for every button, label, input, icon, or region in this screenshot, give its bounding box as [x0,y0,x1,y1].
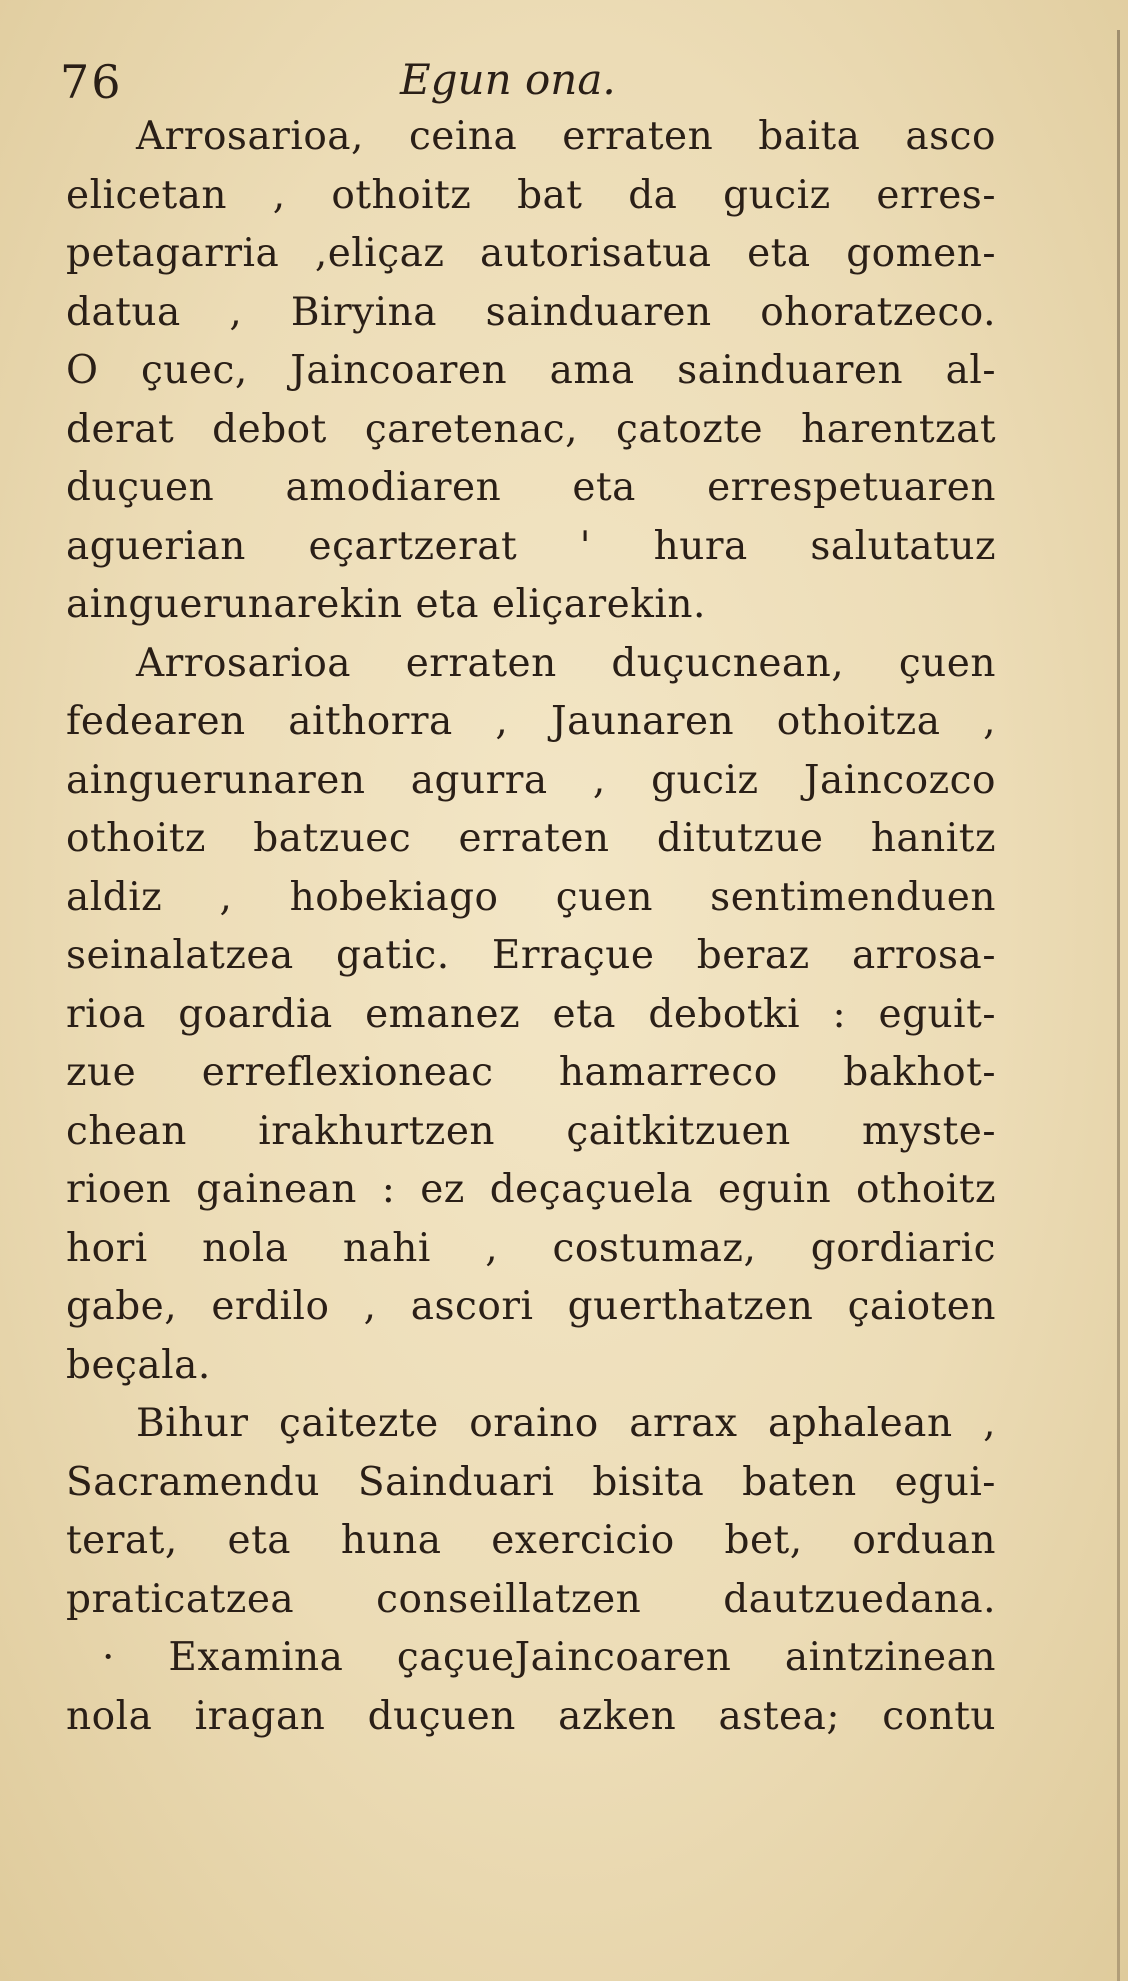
text-line: zue erreflexioneac hamarreco bakhot- [66,1050,996,1095]
text-line: Arrosarioa, ceina erraten baita asco [136,114,996,159]
text-line: elicetan , othoitz bat da guciz erres- [66,172,996,218]
text-line: Bihur çaitezte oraino arrax aphalean , [136,1401,996,1446]
text-line: rioa goardia emanez eta debotki : eguit- [66,991,996,1037]
text-line: aguerian eçartzerat ' hura salutatuz [66,523,996,569]
text-line: · Examina çaçueJaincoaren aintzinean [102,1635,996,1680]
text-line: fedearen aithorra , Jaunaren othoitza , [66,699,996,744]
running-title: Egun ona. [400,55,616,104]
text-line: datua , Biryina sainduaren ohoratzeco. [66,289,996,335]
text-line: hori nola nahi , costumaz, gordiaric [66,1225,996,1271]
body-text [66,108,996,1746]
text-line: nola iragan duçuen azken astea; contu [66,1693,996,1739]
text-line: duçuen amodiaren eta errespetuaren [66,465,996,510]
text-line: Arrosarioa erraten duçucnean, çuen [136,640,996,686]
page-header [60,55,1048,115]
text-line: ainguerunaren agurra , guciz Jaincozco [66,757,996,803]
text-line: beçala. [66,1342,211,1388]
text-line: othoitz batzuec erraten ditutzue hanitz [66,816,996,861]
text-line: O çuec, Jaincoaren ama sainduaren al- [66,348,996,393]
text-line: rioen gainean : ez deçaçuela eguin othoitz [66,1167,996,1212]
page-number: 76 [60,55,123,109]
text-line: gabe, erdilo , ascori guerthatzen çaioten [66,1284,996,1329]
text-line: seinalatzea gatic. Erraçue beraz arrosa- [66,933,996,978]
text-line: petagarria ,eliçaz autorisatua eta gomen- [66,231,996,276]
text-line: aldiz , hobekiago çuen sentimenduen [66,874,996,920]
text-line: chean irakhurtzen çaitkitzuen myste- [66,1108,996,1154]
page-edge [1117,30,1120,1981]
text-line: ainguerunarekin eta eliçarekin. [66,582,706,627]
text-line: praticatzea conseillatzen dautzuedana. [66,1576,996,1622]
text-line: terat, eta huna exercicio bet, orduan [66,1518,996,1563]
text-line: derat debot çaretenac, çatozte harentzat [66,406,996,452]
text-line: Sacramendu Sainduari bisita baten egui- [66,1459,996,1505]
